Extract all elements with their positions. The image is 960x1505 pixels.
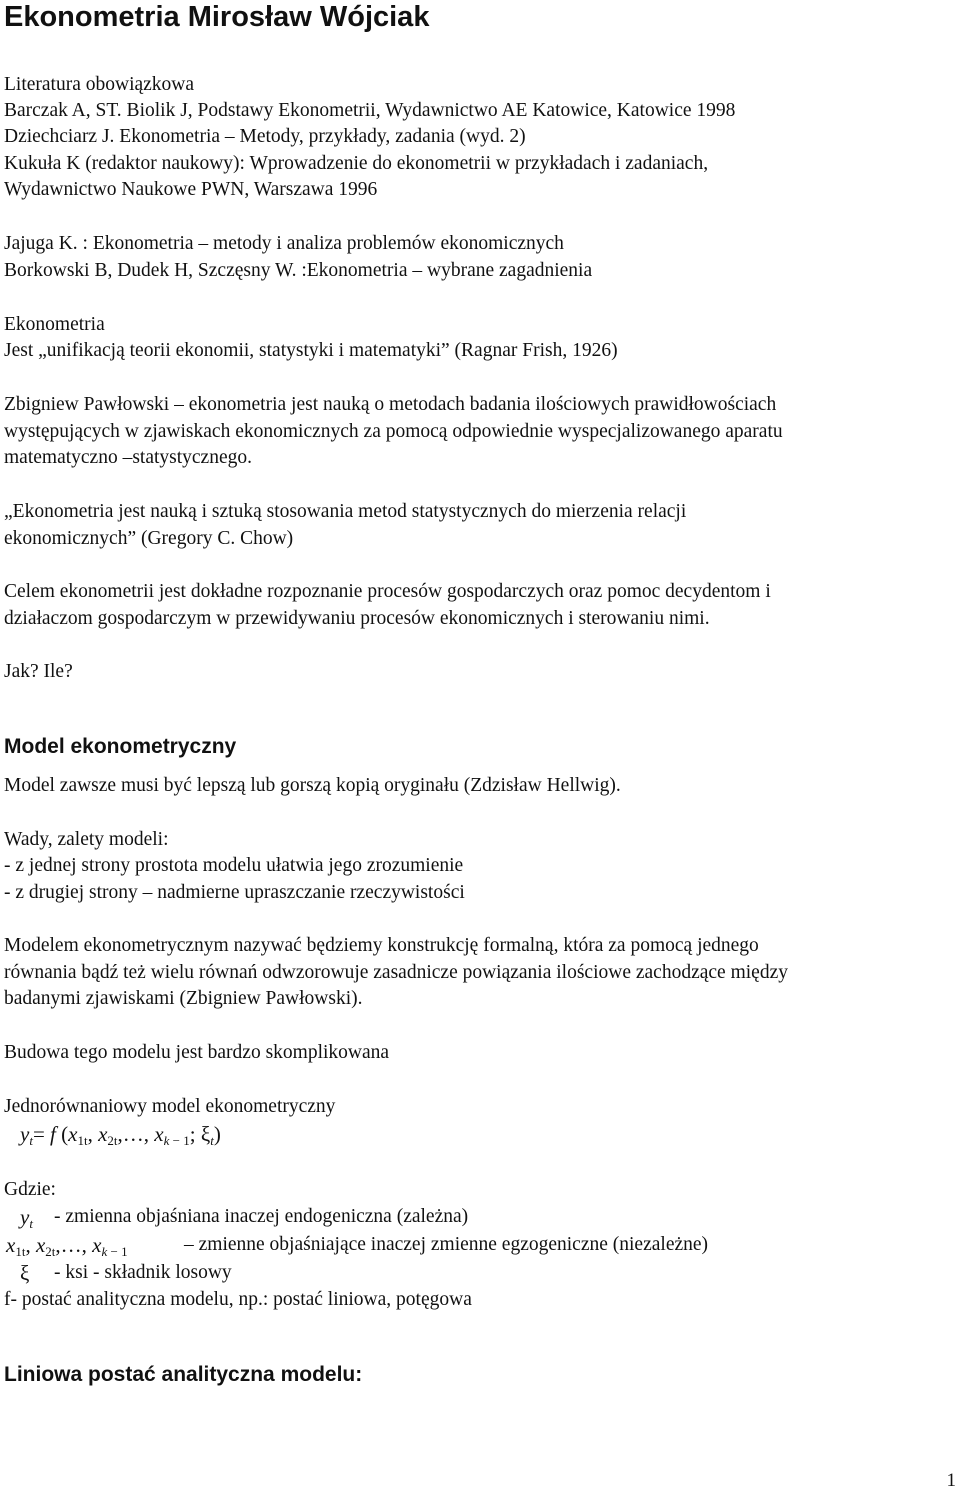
- literature-item: Barczak A, ST. Biolik J, Podstawy Ekonometrii, Wydawnictwo AE Katowice, Katowice 1998: [4, 100, 736, 121]
- goal-line: działaczom gospodarczym w przewidywaniu procesów ekonomicznych i sterowaniu nimi.: [4, 608, 710, 629]
- model-def-line: badanymi zjawiskami (Zbigniew Pawłowski).: [4, 988, 363, 1009]
- x-symbols: $x_{1t}$, $x_{2t},\dots$, $x_{k - 1}$: [6, 1233, 128, 1259]
- x-description: – zmienne objaśniające inaczej zmienne egzogeniczne (niezależne): [184, 1234, 709, 1255]
- literature-item: Wydawnictwo Naukowe PWN, Warszawa 1996: [4, 179, 378, 200]
- complexity-line: Budowa tego modelu jest bardzo skomplikowana: [4, 1042, 390, 1063]
- literature-item: Jajuga K. : Ekonometria – metody i analiza problemów ekonomicznych: [4, 233, 564, 254]
- question-line: Jak? Ile?: [4, 661, 73, 682]
- pawlowski-line: Zbigniew Pawłowski – ekonometria jest nauką o metodach badania ilościowych prawidłowościach: [4, 394, 777, 415]
- hellwig-quote: Model zawsze musi być lepszą lub gorszą kopią oryginału (Zdzisław Hellwig).: [4, 775, 621, 796]
- chow-quote-line: „Ekonometria jest nauką i sztuką stosowania metod statystycznych do mierzenia relacji: [4, 501, 687, 522]
- single-equation-label: Jednorównaniowy model ekonometryczny: [4, 1096, 336, 1117]
- literature-heading: Literatura obowiązkowa: [4, 74, 195, 95]
- page-number: 1: [946, 1470, 956, 1491]
- page-title: Ekonometria Mirosław Wójciak: [4, 1, 430, 33]
- pawlowski-line: matematyczno –statystycznego.: [4, 447, 252, 468]
- model-formula: $y_t= f$ ($x_{1t}$, $x_{2t},\dots$, $x_{k - 1}$; $\xi_t$): [20, 1122, 221, 1148]
- model-def-line: równania bądź też wielu równań odwzorowuje zasadnicze powiązania ilościowe zachodzące między: [4, 962, 788, 983]
- chow-quote-line: ekonomicznych” (Gregory C. Chow): [4, 528, 294, 549]
- model-def-line: Modelem ekonometrycznym nazywać będziemy konstrukcję formalną, która za pomocą jednego: [4, 935, 759, 956]
- pros-cons-line: - z drugiej strony – nadmierne upraszczanie rzeczywistości: [4, 882, 465, 903]
- y-description: - zmienna objaśniana inaczej endogeniczna (zależna): [54, 1206, 469, 1227]
- pros-cons-line: - z jednej strony prostota modelu ułatwia jego zrozumienie: [4, 855, 464, 876]
- definition-term: Ekonometria: [4, 314, 105, 335]
- pawlowski-line: występujących w zjawiskach ekonomicznych za pomocą odpowiednie wyspecjalizowanego aparatu: [4, 421, 783, 442]
- literature-item: Kukuła K (redaktor naukowy): Wprowadzenie do ekonometrii w przykładach i zadaniach,: [4, 153, 709, 174]
- goal-line: Celem ekonometrii jest dokładne rozpoznanie procesów gospodarczych oraz pomoc decydentom i: [4, 581, 771, 602]
- f-description: f- postać analityczna modelu, np.: postać liniowa, potęgowa: [4, 1289, 472, 1310]
- literature-item: Borkowski B, Dudek H, Szczęsny W. :Ekonometria – wybrane zagadnienia: [4, 260, 593, 281]
- linear-form-heading: Liniowa postać analityczna modelu:: [4, 1363, 363, 1386]
- model-heading: Model ekonometryczny: [4, 735, 237, 758]
- pros-cons-line: Wady, zalety modeli:: [4, 829, 169, 850]
- definition-line: Jest „unifikacją teorii ekonomii, statystyki i matematyki” (Ragnar Frish, 1926): [4, 340, 618, 361]
- literature-item: Dziechciarz J. Ekonometria – Metody, przykłady, zadania (wyd. 2): [4, 126, 526, 147]
- xi-symbol: ξ: [20, 1261, 30, 1285]
- xi-description: - ksi - składnik losowy: [54, 1262, 232, 1283]
- where-label: Gdzie:: [4, 1179, 56, 1200]
- y-symbol: $y_t$: [20, 1205, 33, 1231]
